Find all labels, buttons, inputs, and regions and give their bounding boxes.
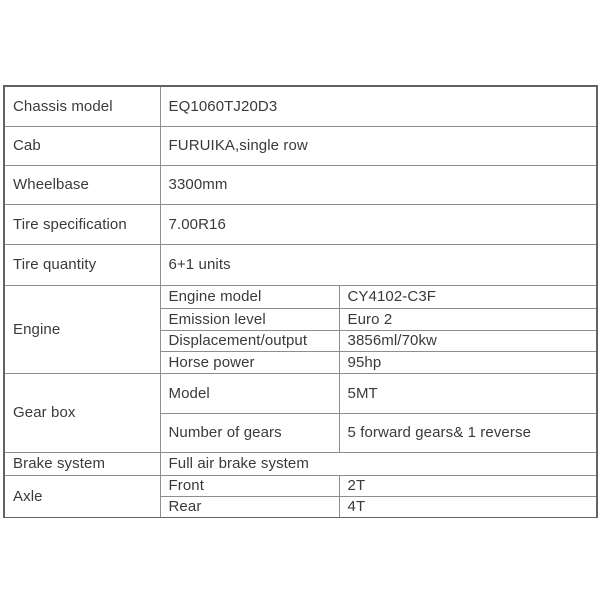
table-row-tire-spec xyxy=(4,204,597,244)
spec-label-cab: Cab xyxy=(4,126,160,165)
spec-sublabel-gears: Number of gears xyxy=(160,413,339,452)
spec-group-label-engine: Engine xyxy=(4,285,160,373)
table-row-tire-qty xyxy=(4,244,597,285)
spec-label-tire-qty: Tire quantity xyxy=(4,244,160,285)
spec-group-label-axle: Axle xyxy=(4,475,160,518)
spec-label-wheelbase: Wheelbase xyxy=(4,165,160,204)
spec-subvalue-gears: 5 forward gears& 1 reverse xyxy=(339,413,597,452)
spec-subvalue-gearbox-model: 5MT xyxy=(339,373,597,413)
table-row-gearbox-model xyxy=(4,373,597,413)
table-row-axle-front xyxy=(4,475,597,496)
spec-value-wheelbase: 3300mm xyxy=(160,165,597,204)
spec-sublabel-horsepower: Horse power xyxy=(160,351,339,373)
spec-group-label-gearbox: Gear box xyxy=(4,373,160,452)
table-row-cab xyxy=(4,126,597,165)
table-row-wheelbase xyxy=(4,165,597,204)
spec-sublabel-engine-model: Engine model xyxy=(160,285,339,308)
table-row-chassis xyxy=(4,86,597,126)
table-row-brake xyxy=(4,452,597,475)
spec-sublabel-gearbox-model: Model xyxy=(160,373,339,413)
spec-subvalue-axle-rear: 4T xyxy=(339,496,597,518)
spec-subvalue-emission: Euro 2 xyxy=(339,308,597,330)
spec-label-chassis: Chassis model xyxy=(4,86,160,126)
spec-subvalue-engine-model: CY4102-C3F xyxy=(339,285,597,308)
spec-sublabel-axle-front: Front xyxy=(160,475,339,496)
spec-value-chassis: EQ1060TJ20D3 xyxy=(160,86,597,126)
spec-label-tire-spec: Tire specification xyxy=(4,204,160,244)
spec-value-tire-qty: 6+1 units xyxy=(160,244,597,285)
spec-subvalue-displacement: 3856ml/70kw xyxy=(339,330,597,351)
spec-value-tire-spec: 7.00R16 xyxy=(160,204,597,244)
table-row-engine-model xyxy=(4,285,597,308)
spec-value-cab: FURUIKA,single row xyxy=(160,126,597,165)
spec-sublabel-emission: Emission level xyxy=(160,308,339,330)
spec-subvalue-horsepower: 95hp xyxy=(339,351,597,373)
spec-sublabel-displacement: Displacement/output xyxy=(160,330,339,351)
spec-label-brake: Brake system xyxy=(4,452,160,475)
spec-value-brake: Full air brake system xyxy=(160,452,597,475)
spec-sublabel-axle-rear: Rear xyxy=(160,496,339,518)
vehicle-spec-table xyxy=(3,85,598,518)
table-clip-region xyxy=(3,85,598,518)
spec-subvalue-axle-front: 2T xyxy=(339,475,597,496)
